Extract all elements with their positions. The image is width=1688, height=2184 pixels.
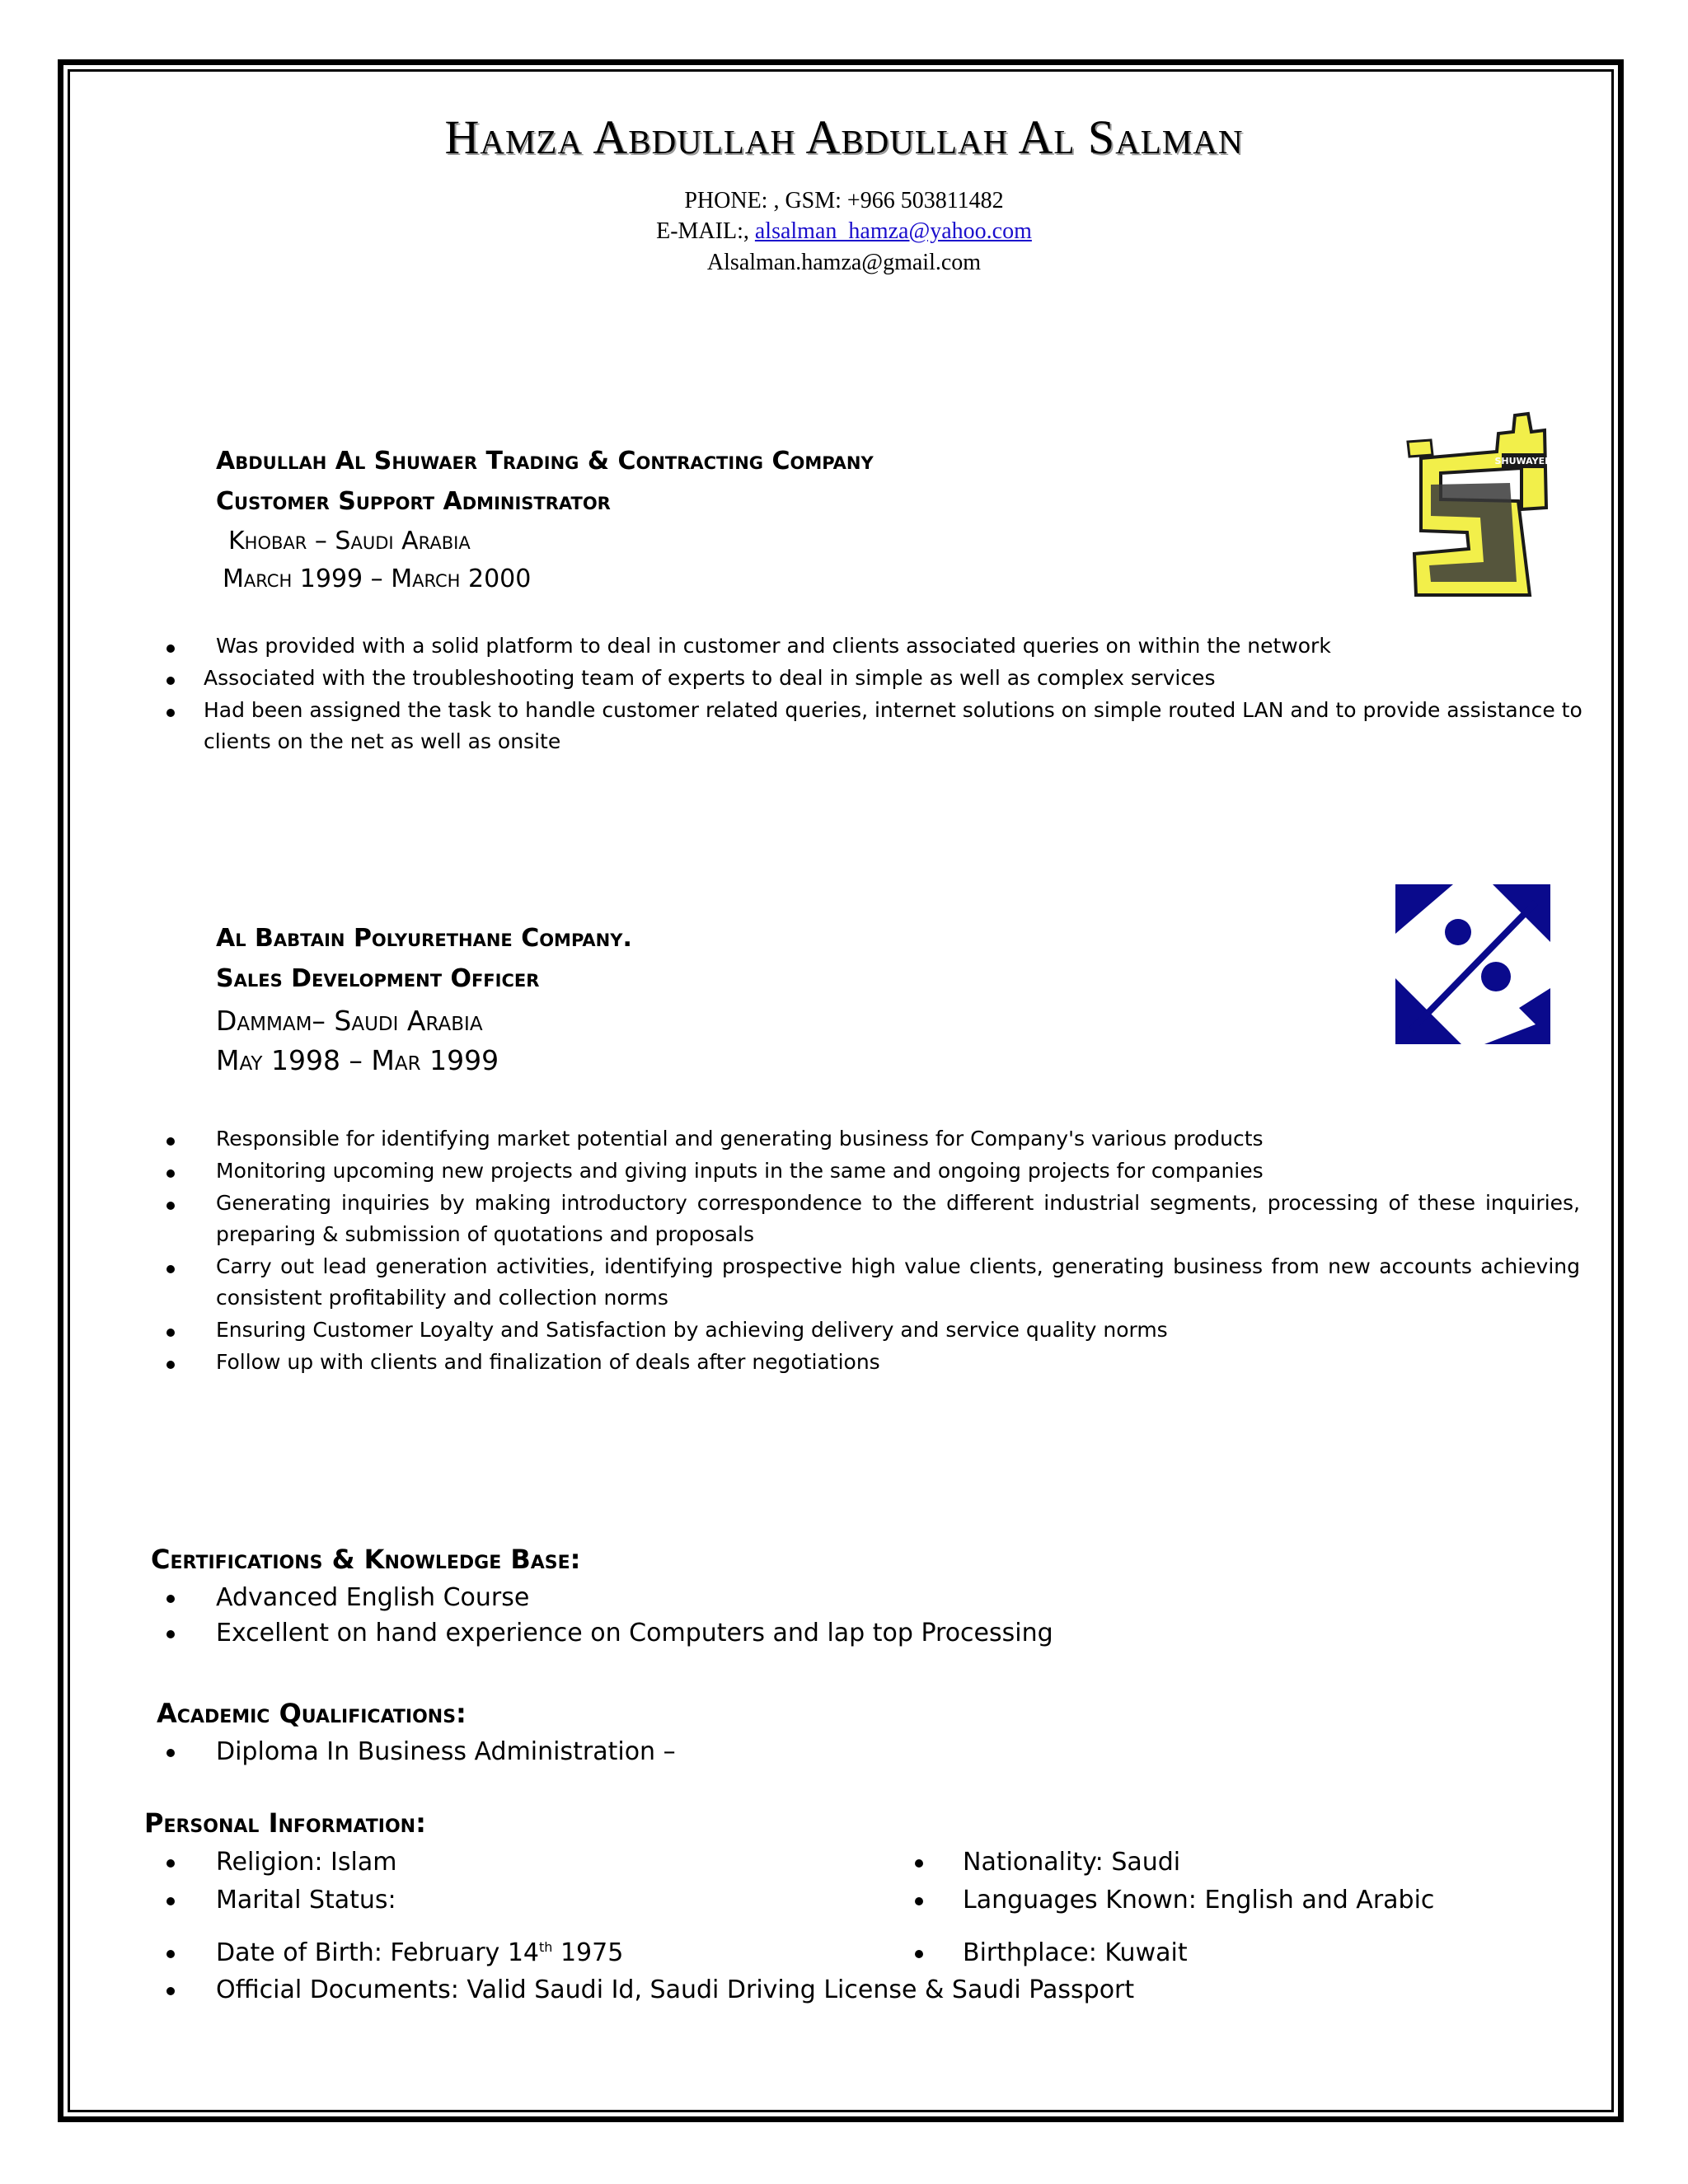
personal-nationality: Nationality: Saudi bbox=[963, 1848, 1181, 1877]
job2-location: Dammam– Saudi Arabia bbox=[216, 1005, 483, 1037]
bullet-dot-icon bbox=[166, 1897, 175, 1905]
page-border-inner bbox=[68, 69, 1614, 2112]
phone-line: PHONE: , GSM: +966 503811482 bbox=[684, 188, 1004, 213]
job1-location: Khobar – Saudi Arabia bbox=[228, 527, 471, 555]
personal-documents: Official Documents: Valid Saudi Id, Saudi Driving License & Saudi Passport bbox=[216, 1975, 1135, 2004]
bullet-dot-icon bbox=[166, 644, 175, 653]
certifications-title: Certifications & Knowledge Base: bbox=[151, 1544, 581, 1575]
bullet-dot-icon bbox=[166, 1361, 175, 1369]
job1-bullet-3: Had been assigned the task to handle customer related queries, internet solutions on simple routed LAN and to provide assistance to bbox=[204, 698, 1582, 722]
bullet-dot-icon bbox=[166, 1987, 175, 1995]
cert-item-1: Advanced English Course bbox=[216, 1583, 530, 1612]
dob-sup: th bbox=[539, 1939, 553, 1955]
academic-item-1: Diploma In Business Administration – bbox=[216, 1737, 676, 1766]
job2-dates: May 1998 – Mar 1999 bbox=[216, 1044, 499, 1076]
job2-bullet-5: Ensuring Customer Loyalty and Satisfaction by achieving delivery and service quality norms bbox=[216, 1318, 1168, 1342]
job2-company: Al Babtain Polyurethane Company. bbox=[216, 924, 632, 953]
job1-bullet-2: Associated with the troubleshooting team of experts to deal in simple as well as complex services bbox=[204, 666, 1216, 690]
job2-bullet-2: Monitoring upcoming new projects and giving inputs in the same and ongoing projects for companies bbox=[216, 1159, 1264, 1183]
job1-dates: March 1999 – March 2000 bbox=[223, 565, 532, 593]
bullet-dot-icon bbox=[166, 1202, 175, 1210]
bullet-dot-icon bbox=[915, 1950, 923, 1958]
dob-suffix: 1975 bbox=[552, 1938, 624, 1967]
bullet-dot-icon bbox=[166, 1595, 175, 1603]
personal-marital: Marital Status: bbox=[216, 1886, 396, 1915]
dob-prefix: Date of Birth: February 14 bbox=[216, 1938, 540, 1967]
email-alt: Alsalman.hamza@gmail.com bbox=[706, 250, 982, 275]
babtain-logo bbox=[1395, 884, 1550, 1044]
job1-title: Customer Support Administrator bbox=[216, 487, 611, 516]
personal-title: Personal Information: bbox=[144, 1807, 426, 1839]
job2-bullet-4-cont: consistent profitability and collection norms bbox=[216, 1286, 668, 1310]
personal-birthplace: Birthplace: Kuwait bbox=[963, 1938, 1188, 1967]
bullet-dot-icon bbox=[166, 1265, 175, 1273]
job1-company: Abdullah Al Shuwaer Trading & Contracting Company bbox=[216, 447, 874, 476]
bullet-dot-icon bbox=[915, 1897, 923, 1905]
academic-title: Academic Qualifications: bbox=[157, 1698, 467, 1729]
job1-bullet-1: Was provided with a solid platform to deal in customer and clients associated queries on within the network bbox=[216, 634, 1331, 658]
job2-bullet-1: Responsible for identifying market potential and generating business for Company's various products bbox=[216, 1127, 1264, 1151]
shuwayer-logo-text: SHUWAYER bbox=[1494, 456, 1552, 466]
bullet-dot-icon bbox=[166, 1137, 175, 1146]
bullet-dot-icon bbox=[166, 1169, 175, 1178]
email-prefix: E-MAIL:, bbox=[656, 218, 755, 244]
bullet-dot-icon bbox=[166, 677, 175, 685]
bullet-dot-icon bbox=[166, 1859, 175, 1868]
personal-religion: Religion: Islam bbox=[216, 1848, 397, 1877]
bullet-dot-icon bbox=[915, 1859, 923, 1868]
job2-bullet-4: Carry out lead generation activities, identifying prospective high value clients, generating business from new accounts achieving bbox=[216, 1254, 1580, 1278]
bullet-dot-icon bbox=[166, 709, 175, 717]
job2-bullet-3: Generating inquiries by making introductory correspondence to the different industrial segments, processing of these inquiries, bbox=[216, 1191, 1580, 1215]
email-link[interactable]: alsalman_hamza@yahoo.com bbox=[754, 218, 1032, 244]
personal-dob bbox=[216, 1938, 624, 1967]
candidate-name: Hamza Abdullah Abdullah Al Salman bbox=[444, 110, 1244, 164]
job2-bullet-3-cont: preparing & submission of quotations and proposals bbox=[216, 1222, 755, 1246]
email-line bbox=[0, 220, 1688, 243]
personal-languages: Languages Known: English and Arabic bbox=[963, 1886, 1435, 1915]
shuwayer-logo bbox=[1398, 409, 1554, 597]
job2-bullet-6: Follow up with clients and finalization of deals after negotiations bbox=[216, 1350, 880, 1374]
job2-title: Sales Development Officer bbox=[216, 964, 540, 993]
bullet-dot-icon bbox=[166, 1950, 175, 1958]
bullet-dot-icon bbox=[166, 1329, 175, 1337]
bullet-dot-icon bbox=[166, 1630, 175, 1638]
cert-item-2: Excellent on hand experience on Computers and lap top Processing bbox=[216, 1619, 1053, 1647]
job1-bullet-3-cont: clients on the net as well as onsite bbox=[204, 729, 561, 753]
bullet-dot-icon bbox=[166, 1749, 175, 1757]
